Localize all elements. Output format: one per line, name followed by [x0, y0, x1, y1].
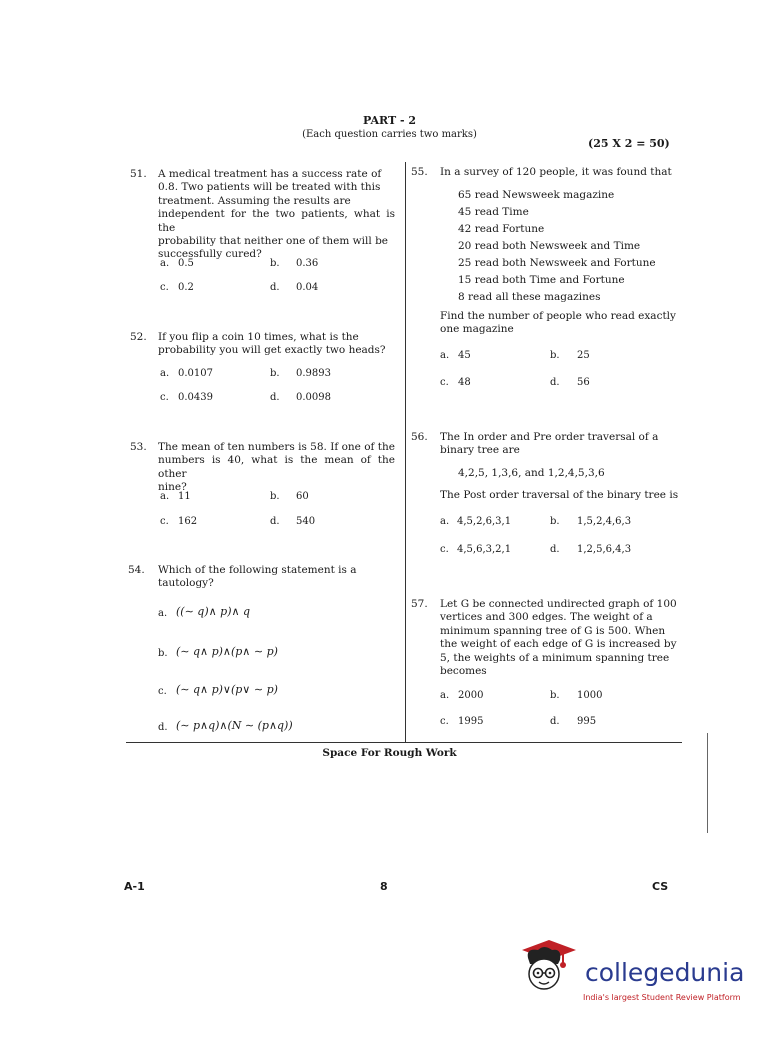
marks-total: (25 X 2 = 50)	[588, 137, 670, 150]
list-item: 42 read Fortune	[458, 223, 545, 235]
q56-option-b: 1,5,2,4,6,3	[577, 516, 632, 527]
q57-option-b: 1000	[577, 690, 603, 701]
q57-option-b-label: b.	[550, 690, 560, 701]
list-item: 65 read Newsweek magazine	[458, 189, 615, 201]
q57-number: 57.	[411, 598, 428, 610]
q52-option-a: 0.0107	[178, 368, 213, 379]
q55-list	[458, 187, 656, 306]
q57-option-c-label: c.	[440, 716, 449, 727]
q54-text: Which of the following statement is a tautology?	[158, 564, 357, 590]
logo-brand-name: collegedunia	[585, 958, 745, 987]
list-item: 20 read both Newsweek and Time	[458, 240, 641, 252]
q56-text: The In order and Pre order traversal of a binary tree are	[440, 431, 659, 457]
q55-option-b: 25	[577, 350, 590, 361]
footer-subject: CS	[652, 880, 669, 893]
q56-postorder-question: The Post order traversal of the binary tree is	[440, 489, 679, 501]
q52-option-a-label: a.	[160, 368, 170, 379]
q54-number: 54.	[128, 564, 145, 576]
footer-page-number: 8	[380, 880, 388, 893]
list-item: 8 read all these magazines	[458, 291, 601, 303]
q52-number: 52.	[130, 331, 147, 343]
q57-option-a: 2000	[458, 690, 484, 701]
q53-option-d-label: d.	[270, 516, 280, 527]
q54-option-a: ((∼ q)∧ p)∧ q	[176, 605, 251, 618]
q51-text: A medical treatment has a success rate of 0.8. Two patients will be treated with this treatment. Assuming the results are independent for the two patients, what is the probability that neither one of them will be successfully cured?	[158, 168, 395, 261]
q54-option-b: (∼ q∧ p)∧(p∧ ∼ p)	[176, 645, 278, 658]
rough-work-divider	[126, 742, 682, 743]
q57-text: Let G be connected undirected graph of 100 vertices and 300 edges. The weight of a minimum spanning tree of G is 500. When the weight of each edge of G is increased by 5, the weights of a minimum spanning tree becomes	[440, 598, 677, 678]
q52-option-c: 0.0439	[178, 392, 213, 403]
q54-option-d-label: d.	[158, 722, 168, 733]
q53-option-c-label: c.	[160, 516, 169, 527]
q51-option-c: 0.2	[178, 282, 194, 293]
column-divider	[405, 162, 406, 742]
part-subtitle: (Each question carries two marks)	[302, 129, 477, 140]
q52-option-b: 0.9893	[296, 368, 331, 379]
q57-option-a-label: a.	[440, 690, 450, 701]
q57-option-d-label: d.	[550, 716, 560, 727]
q55-option-d-label: d.	[550, 377, 560, 388]
footer-paper-code: A-1	[124, 880, 145, 893]
rough-work-label: Space For Rough Work	[322, 747, 457, 759]
q51-option-d-label: d.	[270, 282, 280, 293]
q53-option-a-label: a.	[160, 491, 170, 502]
q56-option-b-label: b.	[550, 516, 560, 527]
q53-option-b-label: b.	[270, 491, 280, 502]
q54-option-a-label: a.	[158, 608, 168, 619]
q56-option-a-label: a.	[440, 516, 450, 527]
q56-option-c: 4,5,6,3,2,1	[457, 544, 512, 555]
q51-option-a: 0.5	[178, 258, 194, 269]
q51-option-b: 0.36	[296, 258, 319, 269]
mascot-logo-icon	[518, 938, 580, 1000]
list-item: 15 read both Time and Fortune	[458, 274, 625, 286]
q56-option-d-label: d.	[550, 544, 560, 555]
q56-option-d: 1,2,5,6,4,3	[577, 544, 632, 555]
q53-option-c: 162	[178, 516, 198, 527]
q57-option-c: 1995	[458, 716, 484, 727]
q52-option-d: 0.0098	[296, 392, 331, 403]
q55-option-a: 45	[458, 350, 471, 361]
q53-text: The mean of ten numbers is 58. If one of the numbers is 40, what is the mean of the other nine?	[158, 441, 395, 494]
q52-option-b-label: b.	[270, 368, 280, 379]
q54-option-b-label: b.	[158, 648, 168, 659]
q56-number: 56.	[411, 431, 428, 443]
q54-option-c: (∼ q∧ p)∨(p∨ ∼ p)	[176, 683, 278, 696]
q53-number: 53.	[130, 441, 147, 453]
q53-option-d: 540	[296, 516, 316, 527]
list-item: 45 read Time	[458, 206, 529, 218]
q51-option-c-label: c.	[160, 282, 169, 293]
q52-option-d-label: d.	[270, 392, 280, 403]
q55-option-a-label: a.	[440, 350, 450, 361]
list-item: 25 read both Newsweek and Fortune	[458, 257, 656, 269]
q54-option-d: (∼ p∧q)∧(N ∼ (p∧q))	[176, 719, 293, 732]
q56-option-c-label: c.	[440, 544, 449, 555]
q54-option-c-label: c.	[158, 686, 167, 697]
part-title: PART - 2	[362, 114, 417, 127]
q55-option-c-label: c.	[440, 377, 449, 388]
q55-option-d: 56	[577, 377, 590, 388]
q55-text: Find the number of people who read exactly one magazine	[440, 310, 676, 336]
q55-number: 55.	[411, 166, 428, 178]
q55-option-c: 48	[458, 377, 471, 388]
q56-sequence: 4,2,5, 1,3,6, and 1,2,4,5,3,6	[458, 467, 605, 479]
q53-option-a: 11	[178, 491, 191, 502]
q51-option-d: 0.04	[296, 282, 319, 293]
q55-intro: In a survey of 120 people, it was found that	[440, 166, 672, 178]
q55-option-b-label: b.	[550, 350, 560, 361]
q57-option-d: 995	[577, 716, 597, 727]
q51-number: 51.	[130, 168, 147, 180]
logo-tagline: India's largest Student Review Platform	[583, 993, 741, 1002]
q52-text: If you flip a coin 10 times, what is the probability you will get exactly two heads?	[158, 331, 386, 357]
q51-option-a-label: a.	[160, 258, 170, 269]
q56-option-a: 4,5,2,6,3,1	[457, 516, 512, 527]
q53-option-b: 60	[296, 491, 309, 502]
q51-option-b-label: b.	[270, 258, 280, 269]
q52-option-c-label: c.	[160, 392, 169, 403]
